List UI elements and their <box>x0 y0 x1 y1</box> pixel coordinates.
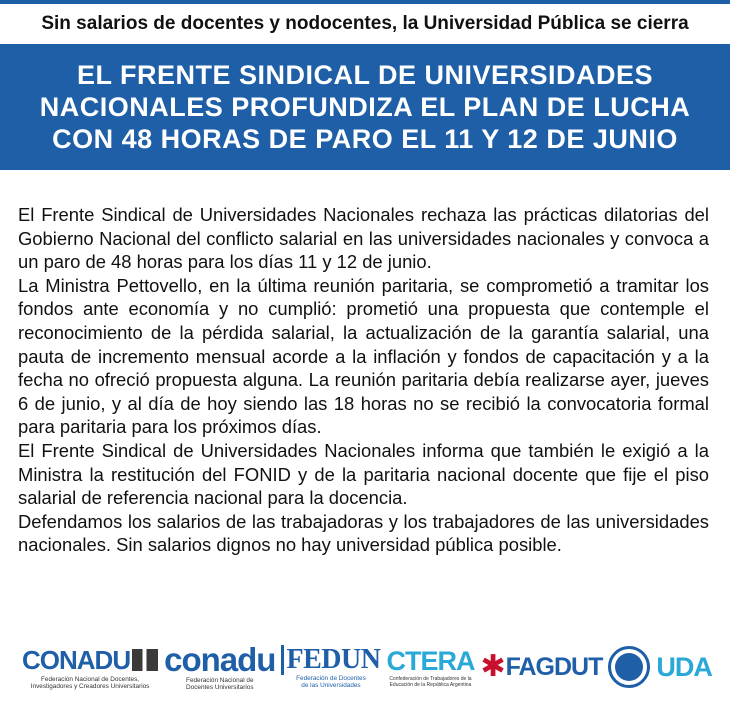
headline-line-2: NACIONALES PROFUNDIZA EL PLAN DE LUCHA <box>39 92 691 122</box>
fatun-seal-center <box>615 653 643 681</box>
uda-logo <box>656 652 712 683</box>
fatun-logo <box>608 646 650 688</box>
paragraph-2: La Ministra Pettovello, en la última reunión paritaria, se comprometió a tramitar los fondos ante economía y no cumplió: prometió una propuesta que contemple el reconocimiento de la pérdida salarial, la actualización de la garantía salarial, una pauta de incremento mensual acorde a la inflación y fondos de capacitación y a la fecha no ofreció propuesta alguna. La reunión paritaria debía realizarse ayer, jueves 6 de junio, y al día de hoy siendo las 18 horas no se recibió la convocatoria formal para paritaria para los próximos días. <box>18 274 709 438</box>
conadu-historica-name: CONADU <box>22 644 131 675</box>
fatun-seal-icon <box>608 646 650 688</box>
union-logos-row <box>22 636 712 698</box>
fagdut-name: FAGDUT <box>505 652 603 681</box>
conadu-historica-caption-2: Investigadores y Creadores Universitarios <box>30 682 150 690</box>
ctera-name: CTERA <box>386 646 475 676</box>
headline-block <box>0 44 730 170</box>
top-banner <box>0 0 730 44</box>
fagdut-logo <box>480 652 602 682</box>
paragraph-3: El Frente Sindical de Universidades Nacionales informa que también le exigió a la Ministra la restitución del FONID y de la paritaria nacional docente que fije el piso salarial de referencia nacional para la docencia. <box>18 439 709 509</box>
statement-body <box>18 203 709 557</box>
conadu-historica-logo <box>22 645 158 690</box>
conadu-caption-1: Federación Nacional de <box>186 677 254 684</box>
conadu-logo <box>164 643 275 691</box>
headline-line-3: CON 48 HORAS DE PARO EL 11 Y 12 DE JUNIO <box>52 124 678 154</box>
conadu-historica-mark <box>22 645 158 676</box>
asterisk-icon: ✱ <box>480 650 506 683</box>
conadu-name: conadu <box>164 641 276 678</box>
fedun-caption-1: Federación de Docentes <box>296 675 366 682</box>
ctera-caption-1: Confederación de Trabajadores de la <box>389 676 472 682</box>
conadu-historica-caption-1: Federación Nacional de Docentes, <box>41 675 140 683</box>
fedun-caption-2: de las Universidades <box>301 682 361 689</box>
ctera-logo <box>386 646 474 688</box>
paragraph-4: Defendamos los salarios de las trabajadoras y los trabajadores de las universidades nacionales. Sin salarios dignos no hay universidad pública posible. <box>18 510 709 556</box>
ctera-caption-2: Educación de la República Argentina <box>389 682 472 688</box>
fedun-name: FEDUN <box>281 645 380 675</box>
fedun-logo <box>281 645 380 689</box>
banner-text: Sin salarios de docentes y nodocentes, la Universidad Pública se cierra <box>41 13 689 34</box>
conadu-caption-2: Docentes Universitarios <box>186 684 254 691</box>
headline-line-1: EL FRENTE SINDICAL DE UNIVERSIDADES <box>76 60 654 90</box>
uda-name: UDA <box>656 651 712 682</box>
paragraph-1: El Frente Sindical de Universidades Nacionales rechaza las prácticas dilatorias del Gobierno Nacional del conflicto salarial en las universidades nacionales y convoca a un paro de 48 horas para los días 11 y 12 de junio. <box>18 204 709 273</box>
conadu-historica-icon <box>132 649 158 671</box>
